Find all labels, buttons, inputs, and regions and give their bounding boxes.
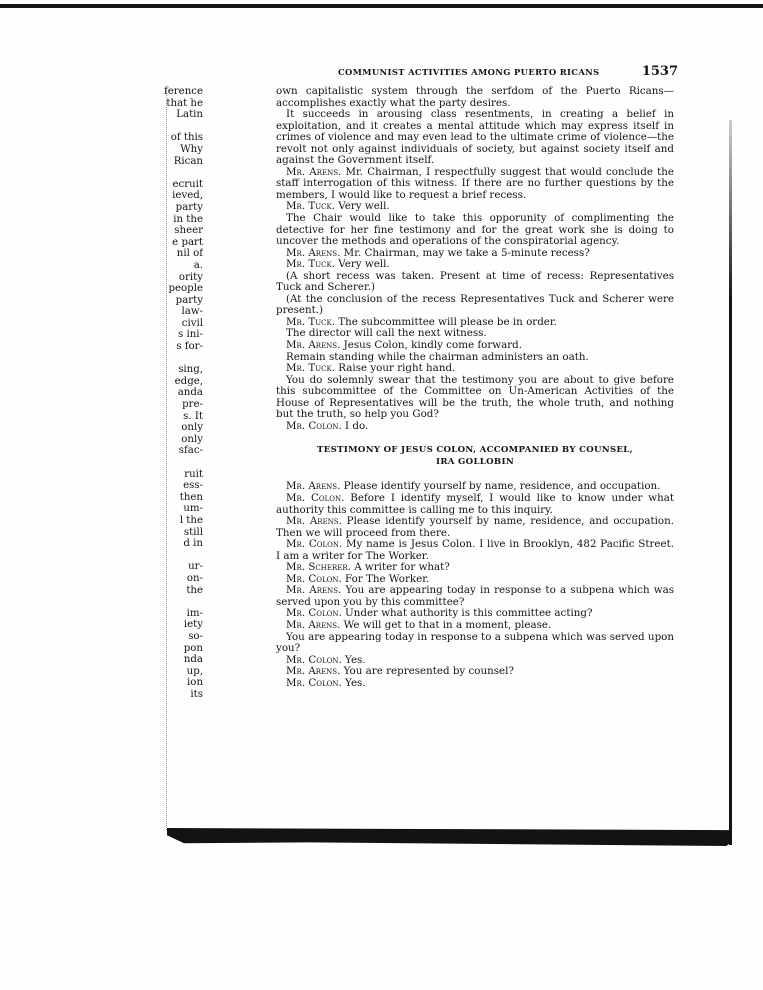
paragraph	[276, 585, 674, 608]
margin-fragment: Why	[180, 143, 203, 155]
speaker-name: Mr. Colon.	[286, 676, 342, 689]
paragraph-text: The subcommittee will please be in order.	[338, 315, 557, 328]
paragraph	[276, 375, 674, 421]
speaker-name: Mr. Arens.	[286, 618, 341, 631]
paragraph-text: Very well.	[338, 200, 390, 213]
margin-fragment: of this	[170, 132, 203, 144]
margin-fragment: only	[181, 422, 203, 434]
paragraph-text: It succeeds in arousing class resentments, in creating a belief in exploitation, and it creates a mental attitude which may express itself in crimes of violence and may even lead to the ultimate crime of violence—the revolt not only against individuals of society, but against society itself and against the Government itself.	[276, 108, 674, 167]
margin-fragment: only	[181, 433, 203, 445]
paragraph	[276, 86, 674, 109]
margin-fragment: ference	[164, 86, 203, 97]
margin-fragment: sing,	[178, 364, 203, 376]
margin-fragment: ority	[178, 271, 203, 283]
margin-fragment	[163, 353, 203, 365]
speaker-name: Mr. Arens.	[286, 584, 342, 597]
running-head	[276, 64, 680, 80]
scan-edge-top	[0, 4, 763, 8]
speaker-name: Mr. Colon.	[286, 572, 342, 585]
speaker-name: Mr. Colon.	[286, 491, 345, 504]
margin-fragment: iety	[183, 619, 203, 631]
speaker-name: Mr. Tuck.	[286, 258, 335, 271]
speaker-name: Mr. Arens.	[286, 246, 341, 259]
margin-fragment: sheer	[174, 225, 203, 237]
margin-fragment: pon	[183, 642, 203, 654]
margin-fragment	[163, 121, 203, 133]
margin-fragment: Rican	[173, 155, 203, 167]
speaker-name: Mr. Tuck.	[286, 315, 335, 328]
paragraph-text: You are represented by counsel?	[343, 665, 514, 678]
margin-fragment: d in	[183, 538, 203, 550]
paragraph-text: Raise your right hand.	[338, 362, 456, 375]
speaker-name: Mr. Colon.	[286, 653, 342, 666]
margin-fragment: sfac-	[178, 445, 203, 457]
margin-fragment: law-	[181, 306, 203, 318]
paragraph-text: Jesus Colon, kindly come forward.	[343, 339, 523, 352]
paragraph-text: Before I identify myself, I would like to know under what authority this committee is calling me to this inquiry.	[276, 491, 674, 516]
section-heading-line-2: IRA GOLLOBIN	[436, 457, 514, 468]
margin-fragment: l the	[179, 514, 203, 526]
paragraph-text: My name is Jesus Colon. I live in Brooklyn, 482 Pacific Street. I am a writer for The Worker.	[276, 538, 674, 562]
speaker-name: Mr. Arens.	[286, 480, 341, 493]
margin-fragment: the	[186, 584, 203, 596]
margin-fragment	[163, 457, 203, 469]
speaker-name: Mr. Arens.	[286, 165, 342, 178]
section-heading-line-1: TESTIMONY OF JESUS COLON, ACCOMPANIED BY COUNSEL,	[317, 445, 633, 456]
margin-fragment: up,	[186, 665, 203, 677]
running-title: COMMUNIST ACTIVITIES AMONG PUERTO RICANS	[338, 67, 600, 77]
paragraph-text: Mr. Chairman, I respectfully suggest that would conclude the staff interrogation of this witness. If there are no further questions by the members, I would like to request a brief recess.	[276, 165, 675, 201]
speaker-name: Mr. Colon.	[286, 607, 342, 620]
speaker-name: Mr. Colon.	[286, 538, 343, 551]
speaker-name: Mr. Tuck.	[286, 362, 335, 375]
margin-fragment: edge,	[174, 375, 203, 387]
paragraph	[276, 109, 674, 167]
paragraph-text: Remain standing while the chairman administers an oath.	[286, 350, 589, 363]
margin-fragment: anda	[177, 387, 203, 399]
paragraph	[276, 678, 674, 690]
facing-page-fragments	[163, 86, 203, 700]
scan-edge-bottom	[167, 828, 732, 846]
margin-fragment: s. It	[183, 410, 203, 422]
margin-fragment: pre-	[182, 399, 203, 411]
body-text	[276, 86, 674, 689]
paragraph	[276, 167, 674, 202]
paragraph-text: For The Worker.	[345, 572, 430, 585]
margin-fragment: e part	[172, 236, 203, 248]
speaker-name: Mr. Arens.	[286, 665, 341, 678]
margin-fragment: ecruit	[172, 178, 203, 190]
page-number: 1537	[641, 64, 678, 79]
paragraph-text: (A short recess was taken. Present at time of recess: Representatives Tuck and Scherer.)	[276, 269, 674, 294]
scan-edge-right	[729, 120, 732, 845]
paragraph-text: Mr. Chairman, may we take a 5-minute recess?	[343, 246, 590, 259]
paragraph	[276, 271, 674, 294]
margin-fragment: s for-	[176, 341, 203, 353]
paragraph-text: You are appearing today in response to a subpena which was served upon you?	[276, 630, 674, 655]
paragraph-text: The Chair would like to take this opporunity of complimenting the detective for her fine testimony and for the great work she is doing to uncover the methods and operations of the conspiratorial agency.	[276, 212, 674, 248]
paragraph-text: The director will call the next witness.	[286, 327, 487, 340]
paragraph	[276, 493, 674, 516]
paragraph-text: Yes.	[345, 653, 366, 666]
paragraph	[276, 539, 674, 562]
margin-fragment	[163, 596, 203, 608]
margin-fragment: im-	[186, 607, 203, 619]
margin-fragment: s ini-	[178, 329, 203, 341]
paragraph-text: A writer for what?	[354, 561, 450, 574]
margin-fragment: ruit	[184, 468, 203, 480]
margin-fragment: on-	[186, 572, 203, 584]
margin-fragment: um-	[183, 503, 203, 515]
paragraph-text: (At the conclusion of the recess Representatives Tuck and Scherer were present.)	[276, 292, 674, 317]
paragraph-text: Under what authority is this committee acting?	[345, 607, 593, 620]
paragraph-text: Please identify yourself by name, residence, and occupation.	[343, 480, 661, 493]
margin-fragment: nil of	[176, 248, 203, 260]
margin-fragment: its	[190, 688, 203, 700]
speaker-name: Mr. Arens.	[286, 339, 341, 352]
paragraph-text: You do solemnly swear that the testimony you are about to give before this subcommittee of the Committee on Un-American Activities of the House of Representatives will be the truth, the whole truth, and nothing but the truth, so help you God?	[276, 373, 674, 421]
paragraph	[276, 213, 674, 248]
margin-fragment: that he	[166, 97, 203, 109]
speaker-name: Mr. Tuck.	[286, 200, 335, 213]
speaker-name: Mr. Scherer.	[286, 561, 351, 574]
margin-fragment: then	[179, 491, 203, 503]
margin-fragment	[163, 550, 203, 562]
margin-fragment: a.	[193, 259, 203, 271]
paragraphs-before-heading	[276, 86, 674, 432]
margin-fragment: Latin	[176, 109, 203, 121]
paragraph-text: Very well.	[338, 258, 390, 271]
paragraph	[276, 294, 674, 317]
margin-fragment: still	[183, 526, 203, 538]
margin-fragment	[163, 167, 203, 179]
margin-fragment: in the	[173, 213, 203, 225]
section-heading	[276, 444, 674, 468]
margin-fragment: ess-	[183, 480, 203, 492]
margin-fragment: party	[175, 294, 203, 306]
paragraph-text: own capitalistic system through the serfdom of the Puerto Ricans—accomplishes exactly what the party desires.	[276, 85, 674, 109]
paragraph-text: We will get to that in a moment, please.	[343, 618, 552, 631]
paragraph-text: I do.	[345, 419, 369, 432]
margin-fragment: nda	[183, 654, 203, 666]
margin-fragment: so-	[188, 630, 203, 642]
margin-fragment: party	[175, 201, 203, 213]
paragraphs-after-heading	[276, 481, 674, 689]
paragraph-text: You are appearing today in response to a subpena which was served upon you by this committee?	[276, 584, 675, 608]
paragraph-text: Yes.	[345, 676, 366, 689]
margin-fragment: people	[168, 283, 203, 295]
paragraph	[276, 421, 674, 433]
margin-fragment: ieved,	[172, 190, 203, 202]
margin-fragment: civil	[181, 317, 203, 329]
margin-fragment: ur-	[188, 561, 203, 573]
paragraph	[276, 632, 674, 655]
margin-fragment: ion	[187, 677, 203, 689]
speaker-name: Mr. Colon.	[286, 419, 342, 432]
speaker-name: Mr. Arens.	[286, 515, 342, 528]
paragraph	[276, 516, 674, 539]
paragraph-text: Please identify yourself by name, residence, and occupation. Then we will proceed from there.	[276, 515, 674, 539]
